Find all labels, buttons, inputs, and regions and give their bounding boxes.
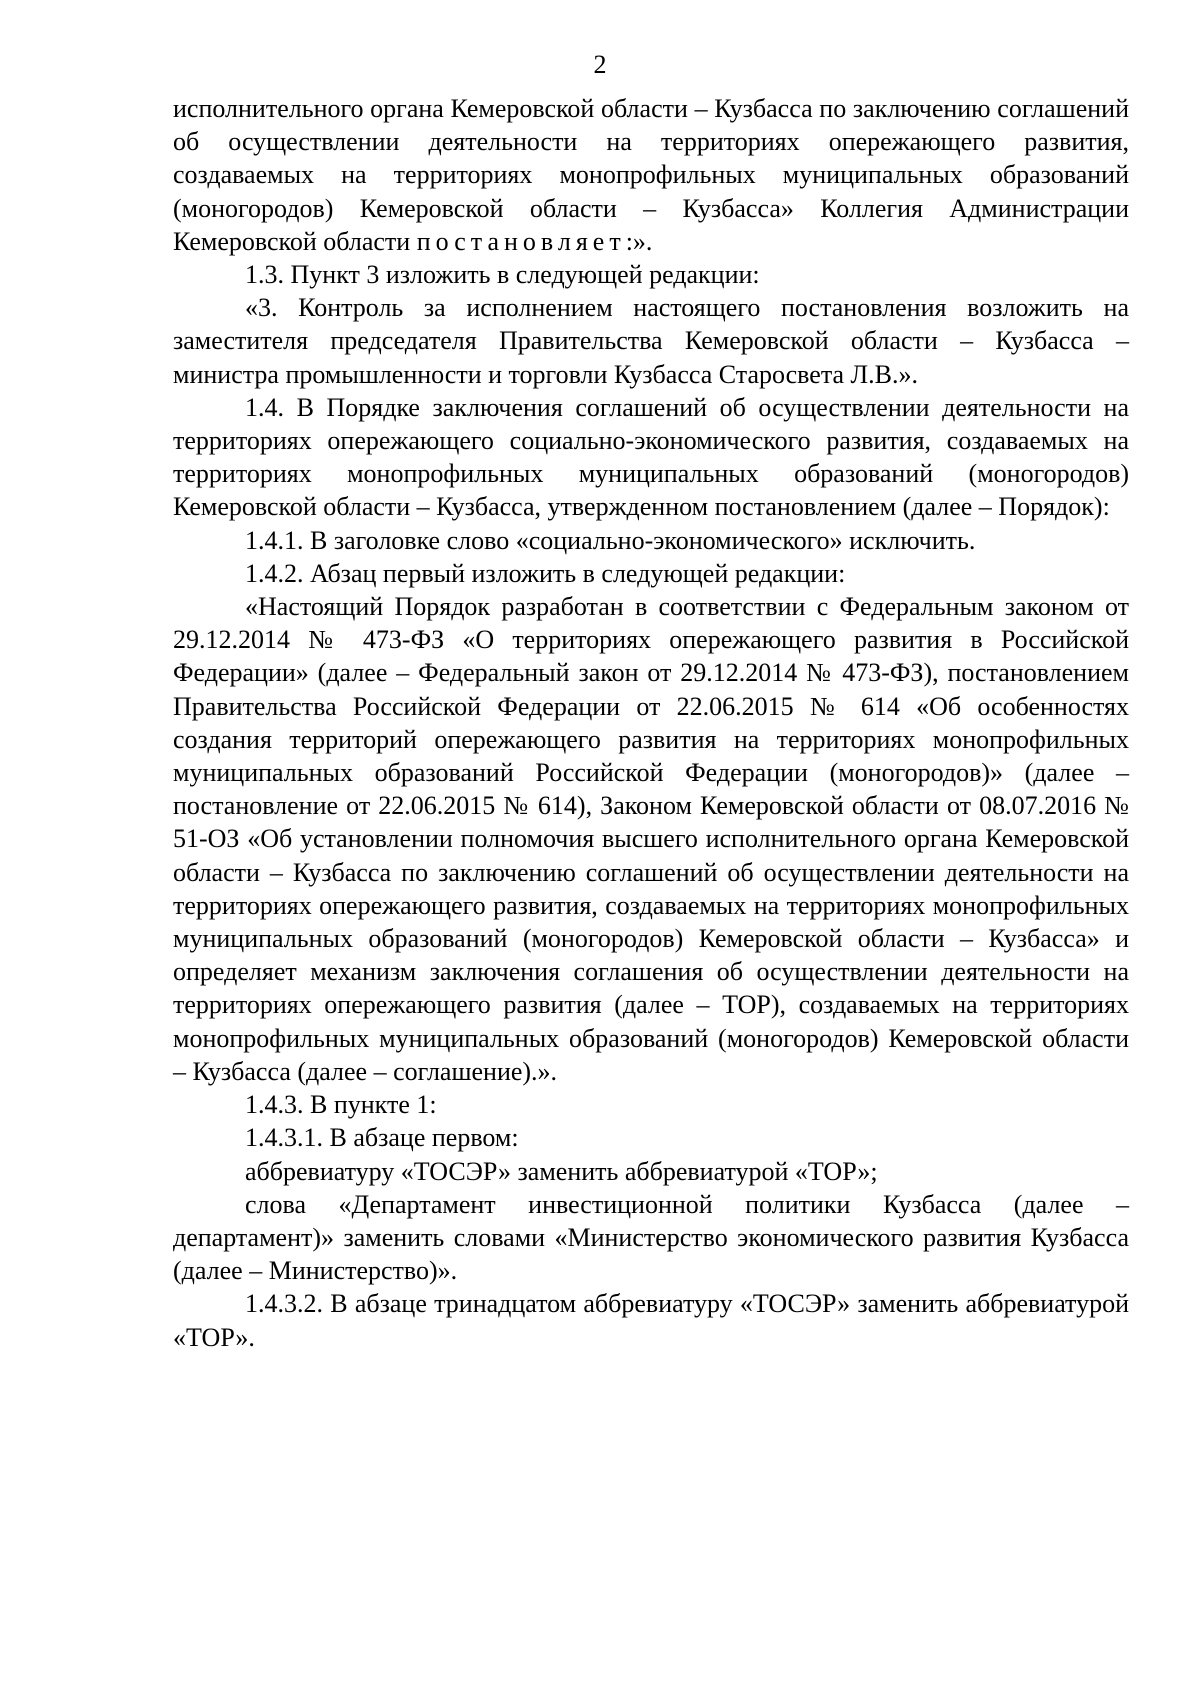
paragraph-6: 1.4.2. Абзац первый изложить в следующей редакции: [245, 558, 846, 588]
paragraph-1-text: исполнительного органа Кемеровской области – Кузбасса по заключению соглашений об осуществлении деятельности на территориях опережающего развития, создаваемых на территориях монопрофильных муниципальных образований (моногородов) Кемеровской области – Кузбасса» Коллегия Администрации Кемеровской области [173, 94, 1129, 256]
document-body [173, 92, 1129, 1354]
paragraph-11: слова «Департамент инвестиционной политики Кузбасса (далее – департамент)» заменить словами «Министерство экономического развития Кузбасса (далее – Министерство)». [173, 1189, 1129, 1286]
paragraph-12: 1.4.3.2. В абзаце тринадцатом аббревиатуру «ТОСЭР» заменить аббревиатурой «ТОР». [173, 1289, 1129, 1352]
resolution-keyword: постановляет [416, 226, 626, 256]
paragraph-1-tail: :». [625, 226, 653, 256]
paragraph-3: «3. Контроль за исполнением настоящего постановления возложить на заместителя председателя Правительства Кемеровской области – Кузбасса – министра промышленности и торговли Кузбасса Старосвета Л.В.». [173, 293, 1129, 389]
paragraph-10: аббревиатуру «ТОСЭР» заменить аббревиатурой «ТОР»; [245, 1156, 878, 1186]
paragraph-7: «Настоящий Порядок разработан в соответствии с Федеральным законом от 29.12.2014 № 473-ФЗ «О территориях опережающего развития в Российской Федерации» (далее – Федеральный закон от 29.12.2014 № 473-ФЗ), постановлением Правительства Российской Федерации от 22.06.2015 № 614 «Об особенностях создания территорий опережающего развития на территориях монопрофильных муниципальных образований Российской Федерации (моногородов)» (далее – постановление от 22.06.2015 № 614), Законом Кемеровской области от 08.07.2016 № 51-ОЗ «Об установлении полномочия высшего исполнительного органа Кемеровской области – Кузбасса по заключению соглашений об осуществлении деятельности на территориях опережающего развития, создаваемых на территориях монопрофильных муниципальных образований (моногородов) Кемеровской области – Кузбасса» и определяет механизм заключения соглашения об осуществлении деятельности на территориях опережающего развития (далее – ТОР), создаваемых на территориях монопрофильных муниципальных образований (моногородов) Кемеровской области – Кузбасса (далее – соглашение).». [173, 592, 1129, 1086]
page-number: 2 [593, 50, 607, 79]
paragraph-2: 1.3. Пункт 3 изложить в следующей редакции: [245, 260, 760, 290]
paragraph-4: 1.4. В Порядке заключения соглашений об осуществлении деятельности на территориях опережающего социально-экономического развития, создаваемых на территориях монопрофильных муниципальных образований (моногородов) Кемеровской области – Кузбасса, утвержденном постановлением (далее – Порядок): [173, 392, 1129, 522]
paragraph-8: 1.4.3. В пункте 1: [245, 1090, 437, 1120]
paragraph-1 [173, 92, 1129, 258]
paragraph-9: 1.4.3.1. В абзаце первом: [245, 1123, 519, 1153]
paragraph-5: 1.4.1. В заголовке слово «социально-экономического» исключить. [245, 525, 976, 555]
